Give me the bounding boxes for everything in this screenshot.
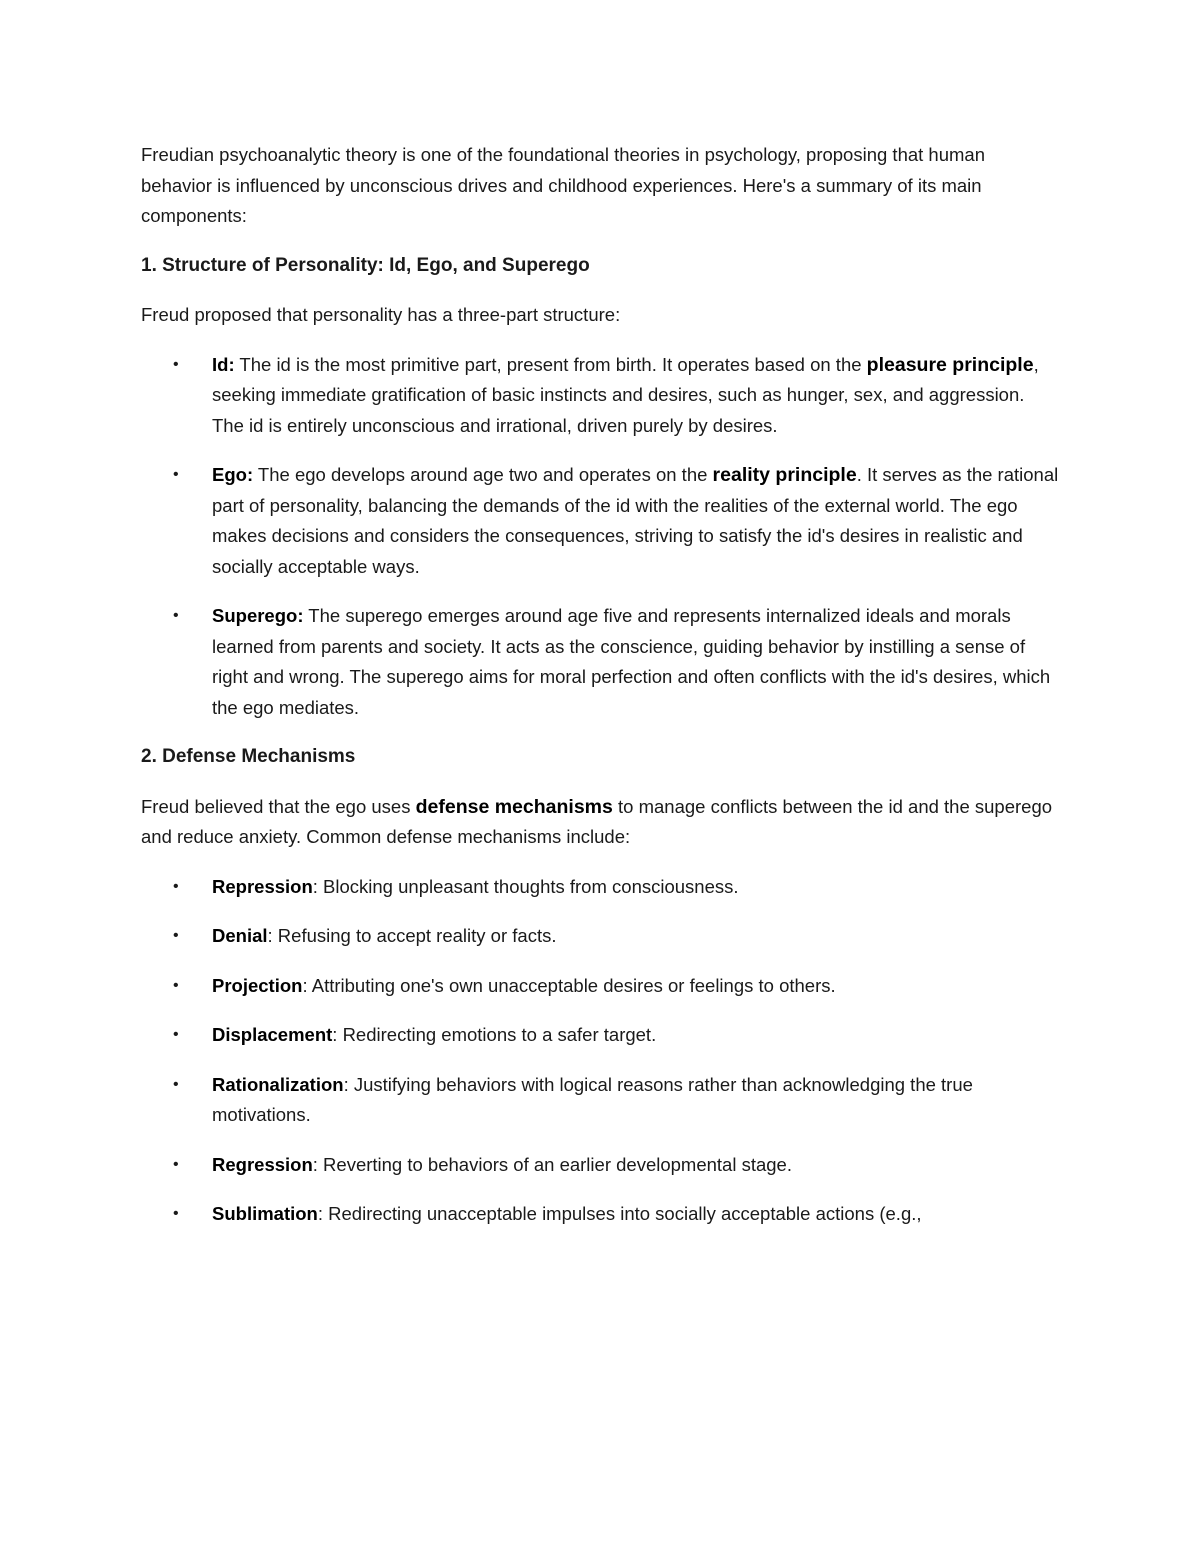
term-superego: Superego bbox=[212, 605, 298, 626]
list-item-displacement bbox=[141, 1020, 1061, 1051]
personality-structure-list bbox=[141, 350, 1061, 724]
bullet-icon: • bbox=[173, 1205, 179, 1222]
item-text: The id is the most primitive part, present from birth. It operates based on the bbox=[234, 353, 867, 375]
list-item-rationalization bbox=[141, 1070, 1061, 1131]
list-item-denial bbox=[141, 921, 1061, 952]
term-displacement: Displacement bbox=[212, 1024, 333, 1045]
intro-text: Freud believed that the ego uses bbox=[141, 795, 416, 817]
list-item-sublimation bbox=[141, 1199, 1061, 1230]
item-text: The ego develops around age two and operates on the bbox=[253, 464, 713, 485]
item-text: : Redirecting unacceptable impulses into socially acceptable actions (e.g., bbox=[317, 1203, 922, 1224]
item-text: : Blocking unpleasant thoughts from consciousness. bbox=[312, 875, 739, 897]
term-colon: : bbox=[297, 605, 304, 626]
term-denial: Denial bbox=[212, 925, 268, 946]
list-item-projection bbox=[141, 971, 1061, 1002]
section-2-heading: 2. Defense Mechanisms bbox=[141, 746, 356, 767]
item-text: , seeking immediate gratification of basic instincts and desires, such as hunger, sex, and aggression. The id is entirely unconscious and irrational, driven purely by desires. bbox=[212, 353, 1039, 436]
highlight-defense-mechanisms: defense mechanisms bbox=[415, 795, 613, 818]
intro-text: to manage conflicts between the id and the superego and reduce anxiety. Common defense mechanisms include: bbox=[141, 795, 1053, 847]
term-sublimation: Sublimation bbox=[212, 1203, 318, 1224]
defense-mechanisms-list bbox=[141, 872, 1061, 1230]
bullet-icon: • bbox=[173, 877, 179, 895]
list-item-superego bbox=[141, 601, 1061, 723]
bullet-icon: • bbox=[173, 607, 179, 624]
section-2-intro bbox=[141, 792, 1061, 853]
term-rationalization: Rationalization bbox=[212, 1073, 344, 1095]
highlight-pleasure-principle: pleasure principle bbox=[866, 353, 1034, 376]
term-id: Id bbox=[212, 353, 229, 375]
bullet-icon: • bbox=[173, 355, 179, 373]
document-body bbox=[141, 140, 1061, 1249]
section-1-heading: 1. Structure of Personality: Id, Ego, and Superego bbox=[141, 254, 590, 276]
item-text: : Attributing one's own unacceptable desires or feelings to others. bbox=[302, 974, 836, 996]
item-text: : Reverting to behaviors of an earlier developmental stage. bbox=[312, 1153, 792, 1175]
term-repression: Repression bbox=[212, 875, 313, 897]
bullet-icon: • bbox=[173, 927, 179, 944]
bullet-icon: • bbox=[173, 1075, 179, 1093]
term-regression: Regression bbox=[212, 1153, 313, 1175]
bullet-icon: • bbox=[173, 976, 179, 994]
term-ego: Ego bbox=[212, 464, 247, 485]
item-text: . It serves as the rational part of personality, balancing the demands of the id with the realities of the external world. The ego makes decisions and considers the consequences, striving to satisfy the id's desires in realistic and socially acceptable ways. bbox=[212, 464, 1059, 577]
list-item-id bbox=[141, 350, 1061, 442]
item-text: : Redirecting emotions to a safer target. bbox=[332, 1024, 657, 1045]
bullet-icon: • bbox=[173, 466, 179, 483]
term-colon: : bbox=[228, 353, 235, 375]
item-text: : Refusing to accept reality or facts. bbox=[267, 925, 557, 946]
bullet-icon: • bbox=[173, 1026, 179, 1043]
item-text: The superego emerges around age five and represents internalized ideals and morals learned from parents and society. It acts as the conscience, guiding behavior by instilling a sense of right and wrong. The superego aims for moral perfection and often conflicts with the id's desires, which the ego mediates. bbox=[212, 605, 1051, 718]
bullet-icon: • bbox=[173, 1155, 179, 1173]
item-text: : Justifying behaviors with logical reasons rather than acknowledging the true motivations. bbox=[212, 1073, 973, 1125]
list-item-regression bbox=[141, 1150, 1061, 1181]
list-item-ego bbox=[141, 460, 1061, 582]
list-item-repression bbox=[141, 872, 1061, 903]
term-projection: Projection bbox=[212, 974, 303, 996]
term-colon: : bbox=[246, 464, 254, 485]
intro-paragraph: Freudian psychoanalytic theory is one of the foundational theories in psychology, proposing that human behavior is influenced by unconscious drives and childhood experiences. Here's a summary of its main components: bbox=[141, 144, 985, 226]
section-1-intro: Freud proposed that personality has a three-part structure: bbox=[141, 304, 621, 325]
highlight-reality-principle: reality principle bbox=[712, 464, 857, 486]
